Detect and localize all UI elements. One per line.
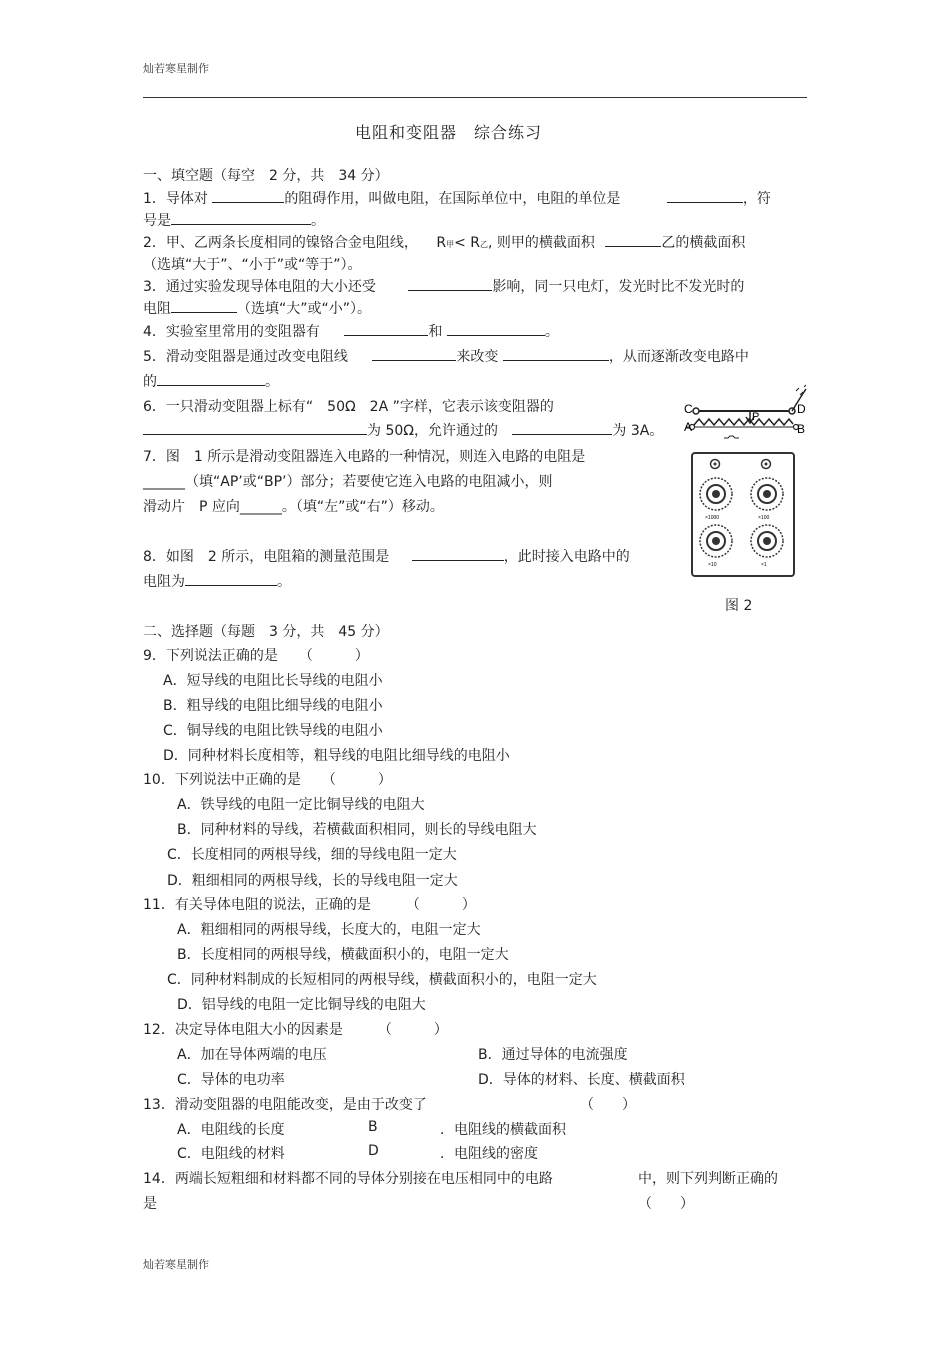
q10-option-a[interactable]: A．铁导线的电阻一定比铜导线的电阻大 [177, 797, 425, 813]
q13-paren: （ ） [580, 1097, 636, 1113]
svg-text:×1000: ×1000 [705, 515, 720, 521]
q14-line1-end: 中，则下列判断正确的 [638, 1171, 778, 1187]
q1-blank1[interactable] [212, 188, 284, 203]
q9-option-c[interactable]: C．铜导线的电阻比铁导线的电阻小 [163, 723, 383, 739]
q12-stem: 12．决定导体电阻大小的因素是 （ ） [143, 1022, 448, 1038]
q10-stem: 10．下列说法中正确的是 （ ） [143, 772, 392, 788]
q9-option-a[interactable]: A．短导线的电阻比长导线的电阻小 [163, 673, 383, 689]
figure1-rheostat [680, 383, 810, 445]
q10-option-c[interactable]: C．长度相同的两根导线，细的导线电阻一定大 [167, 847, 457, 863]
q4-blank1[interactable] [344, 321, 428, 336]
q2-line2: （选填“大于”、“小于”或“等于”）。 [143, 257, 362, 273]
q1-line1: 1．导体对 的阻碍作用，叫做电阻，在国际单位中，电阻的单位是 ，符 [143, 188, 771, 208]
footer-maker: 灿若寒星制作 [143, 1258, 209, 1271]
q12-option-b[interactable]: B．通过导体的电流强度 [478, 1047, 628, 1063]
svg-text:×1: ×1 [761, 562, 767, 568]
q1-blank3[interactable] [171, 210, 311, 225]
q13-option-c[interactable]: C．电阻线的材料 [177, 1146, 285, 1162]
q5-blank1[interactable] [372, 346, 456, 361]
q3-line1: 3．通过实验发现导体电阻的大小还受 影响，同一只电灯，发光时比不发光时的 [143, 276, 744, 296]
q5-line2: 的 。 [143, 371, 279, 391]
q3-line2: 电阻 （选填“大”或“小”）。 [143, 298, 371, 318]
figure2-resistance-box [688, 450, 798, 580]
q9-stem: 9．下列说法正确的是 （ ） [143, 648, 369, 664]
q11-option-a[interactable]: A．粗细相同的两根导线，长度大的，电阻一定大 [177, 922, 481, 938]
q12-option-d[interactable]: D．导体的材料、长度、横截面积 [478, 1072, 685, 1088]
q7-line2: ______（填“AP’或“BP’）部分；若要使它连入电路的电阻减小，则 [143, 474, 553, 490]
q9-option-b[interactable]: B．粗导线的电阻比细导线的电阻小 [163, 698, 383, 714]
fig1-label-d: D [797, 402, 806, 416]
q1-blank2[interactable] [667, 188, 743, 203]
q4-blank2[interactable] [447, 321, 545, 336]
q8-line2: 电阻为 。 [143, 571, 291, 591]
q2-line1: 2．甲、乙两条长度相同的镍铬合金电阻线， R甲< R乙, 则甲的横截面积 乙的横截面积 [143, 232, 745, 252]
q13-option-a[interactable]: A．电阻线的长度 [177, 1122, 285, 1138]
q13-option-b-letter[interactable]: B [368, 1119, 378, 1135]
q10-option-b[interactable]: B．同种材料的导线，若横截面积相同，则长的导线电阻大 [177, 822, 537, 838]
q6-blank2[interactable] [512, 420, 612, 435]
q6-line2: 为 50Ω，允许通过的 为 3A。 [143, 420, 663, 440]
q8-blank1[interactable] [412, 546, 504, 561]
q5-blank2[interactable] [503, 346, 609, 361]
q1-line2: 号是 。 [143, 210, 325, 230]
page-title: 电阻和变阻器 综合练习 [355, 123, 543, 142]
q14-line1: 14．两端长短粗细和材料都不同的导体分别接在电压相同中的电路 [143, 1171, 553, 1187]
q12-option-a[interactable]: A．加在导体两端的电压 [177, 1047, 327, 1063]
q13-stem: 13．滑动变阻器的电阻能改变，是由于改变了 [143, 1097, 427, 1113]
q6-line1: 6．一只滑动变阻器上标有“ 50Ω 2A ”字样，它表示该变阻器的 [143, 399, 554, 415]
q8-line1: 8．如图 2 所示，电阻箱的测量范围是 ，此时接入电路中的 [143, 546, 630, 566]
q6-blank1[interactable] [143, 420, 367, 435]
q13-option-d-letter[interactable]: D [368, 1143, 379, 1159]
svg-text:×100: ×100 [758, 515, 770, 521]
q3-blank2[interactable] [171, 298, 237, 313]
fig1-label-p: P [752, 411, 760, 423]
fig1-label-a: A [684, 420, 693, 434]
q11-option-c[interactable]: C．同种材料制成的长短相同的两根导线，横截面积小的，电阻一定大 [167, 972, 597, 988]
figure2-caption: 图 2 [725, 598, 753, 614]
q12-option-c[interactable]: C．导体的电功率 [177, 1072, 285, 1088]
q14-line2: 是 [143, 1196, 157, 1212]
svg-text:×10: ×10 [708, 562, 717, 568]
q9-option-d[interactable]: D．同种材料长度相等，粗导线的电阻比细导线的电阻小 [163, 748, 510, 764]
section2-heading: 二、选择题（每题 3 分，共 45 分） [143, 624, 389, 640]
header-rule [143, 97, 807, 98]
q2-blank[interactable] [605, 232, 661, 247]
q10-option-d[interactable]: D．粗细相同的两根导线，长的导线电阻一定大 [167, 873, 458, 889]
q7-line1: 7．图 1 所示是滑动变阻器连入电路的一种情况，则连入电路的电阻是 [143, 449, 586, 465]
q8-blank2[interactable] [185, 571, 277, 586]
q4-line: 4．实验室里常用的变阻器有 和 。 [143, 321, 559, 341]
q11-option-d[interactable]: D．铝导线的电阻一定比铜导线的电阻大 [177, 997, 426, 1013]
q3-blank1[interactable] [408, 276, 492, 291]
header-maker: 灿若寒星制作 [143, 62, 209, 75]
q5-blank3[interactable] [157, 371, 265, 386]
q7-line3: 滑动片 P 应向______。（填“左”或“右”）移动。 [143, 499, 444, 515]
q5-line1: 5．滑动变阻器是通过改变电阻线 来改变 ，从而逐渐改变电路中 [143, 346, 749, 366]
q13-option-d-text[interactable]: ．电阻线的密度 [440, 1146, 538, 1162]
fig1-label-b: B [797, 422, 806, 436]
q11-option-b[interactable]: B．长度相同的两根导线，横截面积小的，电阻一定大 [177, 947, 509, 963]
section1-heading: 一、填空题（每空 2 分，共 34 分） [143, 168, 389, 184]
q11-stem: 11．有关导体电阻的说法，正确的是 （ ） [143, 897, 476, 913]
q14-paren: （ ） [638, 1196, 694, 1212]
fig1-label-c: C [684, 402, 693, 416]
q13-option-b-text[interactable]: ．电阻线的横截面积 [440, 1122, 566, 1138]
